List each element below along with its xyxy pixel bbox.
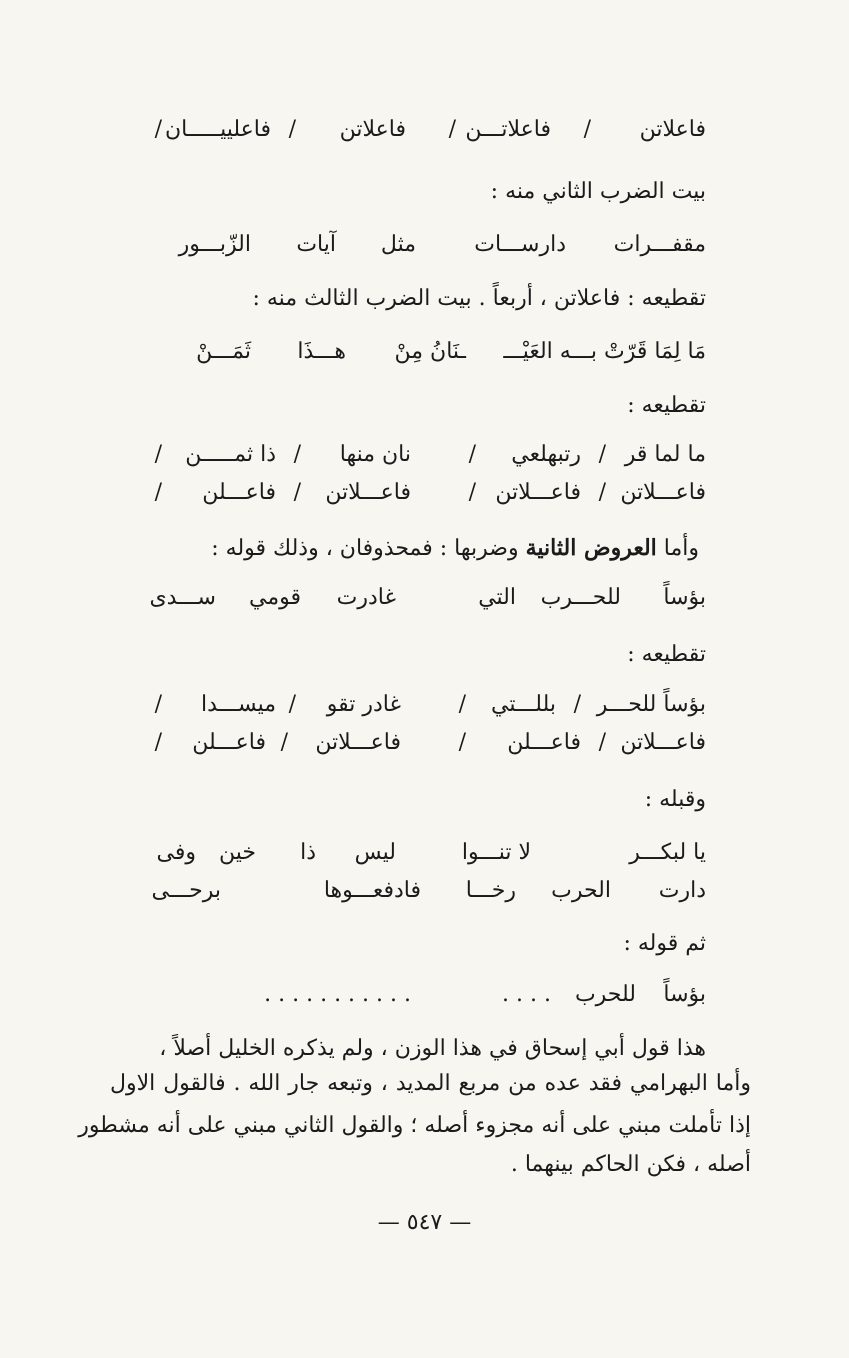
verse-cell: / <box>448 117 456 142</box>
verse-cell: قومي <box>248 585 301 610</box>
verse-cell: الزّبـــور <box>178 232 251 257</box>
verse-line-2 <box>150 230 706 260</box>
verse-cell: فاعلاتن <box>339 117 406 142</box>
verse-cell: بللـــتي <box>490 692 556 717</box>
verse-cell: للحـــرب <box>540 585 621 610</box>
verse-line-5 <box>150 478 706 508</box>
verse-line-9 <box>150 838 706 868</box>
verse-cell: ذا ثمـــــن <box>185 442 276 467</box>
verse-cell: / <box>288 117 296 142</box>
verse-cell: / <box>458 730 466 755</box>
verse-cell: / <box>293 480 301 505</box>
page-number: — ٥٤٧ — <box>377 1210 472 1235</box>
verse-cell: فاعـــلاتن <box>495 480 581 505</box>
verse-cell: فاعـــلاتن <box>620 730 706 755</box>
verse-line-10 <box>150 876 706 906</box>
verse-cell: برحـــى <box>151 878 221 903</box>
verse-cell: ثَمَـــنْ <box>196 339 251 364</box>
paragraph-line: وأما البهرامي فقد عده من مربع المديد ، وتبعه جار الله . فالقول الاول <box>110 1071 751 1096</box>
verse-cell: . . . . . . . . . . . <box>264 982 411 1007</box>
text-line: بيت الضرب الثاني منه : <box>490 179 706 204</box>
verse-line-8 <box>150 728 706 758</box>
verse-cell: آيات <box>296 232 336 257</box>
verse-cell: مقفـــرات <box>613 232 706 257</box>
verse-cell: / <box>154 730 162 755</box>
text-fragment: وضربها : فمحذوفان ، وذلك قوله : <box>211 536 519 561</box>
verse-cell: خين <box>219 840 256 865</box>
bold-term: العروض الثانية <box>525 535 657 561</box>
verse-line-11 <box>150 980 706 1010</box>
text-line <box>211 533 699 564</box>
paragraph-line: إذا تأملت مبني على أنه مجزوء أصله ؛ والقول الثاني مبني على أنه مشطور <box>78 1113 751 1138</box>
verse-cell: فاعـــلاتن <box>315 730 401 755</box>
verse-cell: . . . . <box>502 982 551 1007</box>
verse-cell: دارت <box>658 878 706 903</box>
verse-cell: فاعـــلاتن <box>620 480 706 505</box>
verse-cell: / <box>598 480 606 505</box>
verse-cell: بؤساً للحـــر <box>596 692 706 717</box>
verse-cell: مَا لِمَا قَرّتْ بـــه العَيْـــ <box>503 339 706 364</box>
paragraph-line: هذا قول أبي إسحاق في هذا الوزن ، ولم يذكره الخليل أصلاً ، <box>159 1036 706 1061</box>
verse-cell: فاعـــلن <box>507 730 581 755</box>
verse-line-4 <box>150 440 706 470</box>
paragraph-line: أصله ، فكن الحاكم بينهما . <box>510 1152 751 1177</box>
text-line: تقطيعه : <box>627 393 706 418</box>
text-line: تقطيعه : فاعلاتن ، أربعاً . بيت الضرب الثالث منه : <box>252 286 706 311</box>
verse-cell: / <box>293 442 301 467</box>
verse-cell: ليس <box>354 840 396 865</box>
verse-cell: فاعلاتن <box>639 117 706 142</box>
verse-cell: / <box>154 480 162 505</box>
verse-cell: نان منها <box>339 442 411 467</box>
verse-cell: ميســـدا <box>200 692 276 717</box>
verse-cell: بؤساً <box>663 585 706 610</box>
verse-cell: ســـدى <box>149 585 216 610</box>
verse-cell: دارســـات <box>474 232 566 257</box>
verse-cell: غادرت <box>336 585 396 610</box>
verse-cell: ما لما قر <box>624 442 706 467</box>
verse-cell: فاعـــلن <box>192 730 266 755</box>
verse-line-3 <box>150 337 706 367</box>
verse-cell: يا لبكـــر <box>629 840 706 865</box>
verse-cell: فاعلييـــــان <box>165 117 271 142</box>
verse-cell: التي <box>478 585 516 610</box>
verse-cell: / <box>468 442 476 467</box>
verse-cell: فاعلاتـــن <box>465 117 551 142</box>
verse-cell: مثل <box>380 232 416 257</box>
verse-cell: بؤساً <box>663 982 706 1007</box>
verse-cell: الحرب <box>551 878 611 903</box>
verse-line-1 <box>150 115 706 145</box>
verse-cell: / <box>468 480 476 505</box>
verse-cell: رخـــا <box>465 878 516 903</box>
text-line: وقبله : <box>644 787 706 812</box>
verse-cell: / <box>583 117 591 142</box>
text-line: ثم قوله : <box>623 931 706 956</box>
verse-cell: / <box>154 442 162 467</box>
verse-cell: غادر تقو <box>326 692 401 717</box>
verse-cell: / <box>288 692 296 717</box>
verse-cell: ـنَانُ مِنْ <box>394 339 466 364</box>
verse-line-7 <box>150 690 706 720</box>
verse-cell: للحرب <box>574 982 636 1007</box>
verse-cell: / <box>280 730 288 755</box>
text-fragment: وأما <box>663 536 699 561</box>
verse-cell: / <box>598 730 606 755</box>
verse-cell: / <box>598 442 606 467</box>
verse-cell: / <box>458 692 466 717</box>
verse-cell: فاعـــلن <box>202 480 276 505</box>
verse-cell: وفى <box>156 840 196 865</box>
verse-cell: رتبهلعي <box>511 442 581 467</box>
verse-line-6 <box>150 583 706 613</box>
verse-cell: / <box>154 692 162 717</box>
verse-cell: لا تنـــوا <box>461 840 531 865</box>
verse-cell: فاعـــلاتن <box>325 480 411 505</box>
verse-cell: فادفعـــوها <box>323 878 421 903</box>
verse-cell: / <box>573 692 581 717</box>
text-line: تقطيعه : <box>627 642 706 667</box>
verse-cell: هـــذَا <box>297 339 346 364</box>
verse-cell: / <box>154 117 162 142</box>
verse-cell: ذا <box>300 840 316 865</box>
